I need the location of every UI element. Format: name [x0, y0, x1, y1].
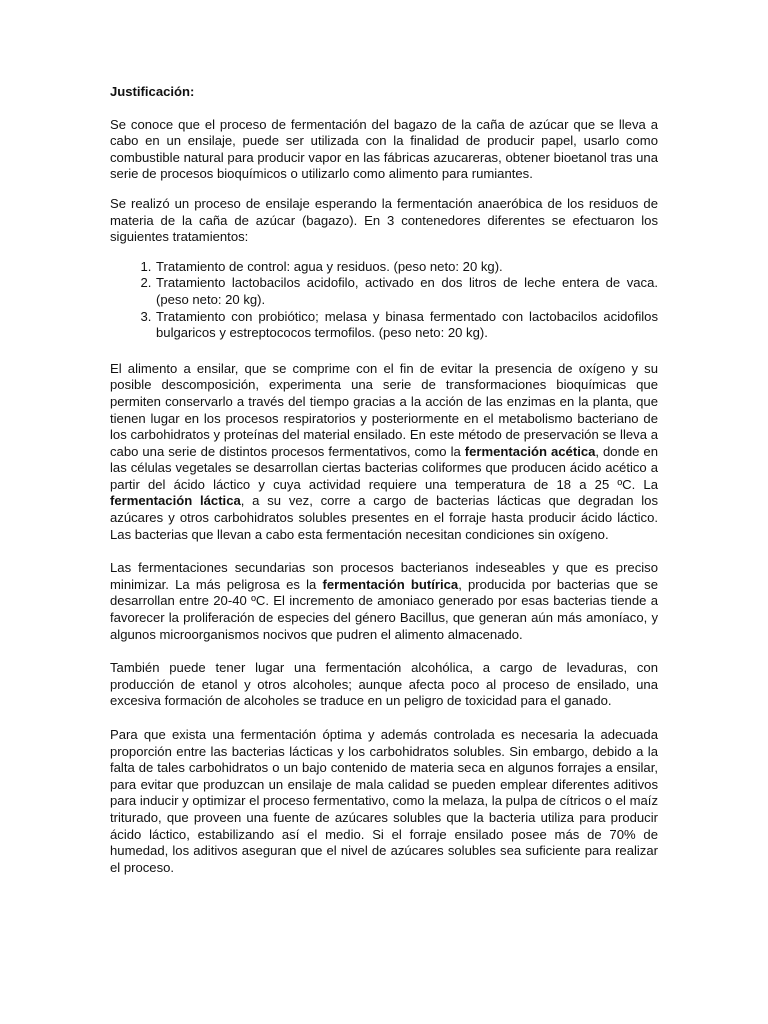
paragraph-intro: Se conoce que el proceso de fermentación del bagazo de la caña de azúcar que se lleva a cabo en un ensilaje, puede ser utilizada con la finalidad de producir papel, usarlo como combustible natural para producir vapor en las fábricas azucareras, obtener bioetanol tras una serie de procesos bioquímicos o utilizarlo como alimento para rumiantes.: [110, 116, 658, 182]
treatment-item: 1. Tratamiento de control: agua y residuos. (peso neto: 20 kg).: [155, 259, 658, 276]
text-span: , donde en las células vegetales se desarrollan ciertas bacterias coliformes que producen ácido acético a partir del ácido láctico y cuya actividad requiere una temperatura de 18 a 25 ºC. La: [110, 443, 658, 492]
document-page: [110, 84, 658, 889]
text-span: Las fermentaciones secundarias son procesos bacterianos indeseables y que es preciso minimizar. La más peligrosa es la: [110, 560, 658, 592]
text-span: El alimento a ensilar, que se comprime con el fin de evitar la presencia de oxígeno y su posible descomposición, experimenta una serie de transformaciones bioquímicas que permiten conservarlo a través del tiempo gracias a la acción de las enzimas en la planta, que tienen lugar en los procesos respiratorios y posteriormente en el metabolismo bacteriano de los carbohidratos y proteínas del material ensilado. En este método de preservación se lleva a cabo una serie de distintos procesos fermentativos, como la: [110, 360, 658, 459]
text-span: , a su vez, corre a cargo de bacterias lácticas que degradan los azúcares y otros carbohidratos solubles presentes en el forraje hasta producir ácido láctico. Las bacterias que llevan a cabo esta fermentación necesitan condiciones sin oxígeno.: [110, 493, 658, 542]
paragraph-alcoholica: También puede tener lugar una fermentación alcohólica, a cargo de levaduras, con producción de etanol y otros alcoholes; aunque afecta poco al proceso de ensilado, una excesiva formación de alcoholes se traduce en un peligro de toxicidad para el ganado.: [110, 660, 658, 709]
bold-term-butirica: fermentación butírica: [322, 576, 459, 592]
text-span: , producida por bacterias que se desarrollan entre 20-40 ºC. El incremento de amoniaco generado por esas bacterias tiende a favorecer la proliferación de especies del género Bacillus, que generan aún más amoníaco, y algunos microorganismos nocivos que pudren el alimento almacenado.: [110, 576, 658, 642]
paragraph-aditivos: Para que exista una fermentación óptima y además controlada es necesaria la adecuada proporción entre las bacterias lácticas y los carbohidratos solubles. Sin embargo, debido a la falta de tales carbohidratos o un bajo contenido de materia seca en algunos forrajes a ensilar, para evitar que produzcan un ensilaje de mala calidad se pueden emplear diferentes aditivos para inducir y optimizar el proceso fermentativo, como la melaza, la pulpa de cítricos o el maíz triturado, que proveen una fuente de azúcares solubles que la bacteria utiliza para producir ácido láctico, estabilizando así el medio. Si el forraje ensilado posee más de 70% de humedad, los aditivos aseguran que el nivel de azúcares solubles sea suficiente para realizar el proceso.: [110, 727, 658, 875]
treatment-item: 3. Tratamiento con probiótico; melasa y binasa fermentado con lactobacilos acidofilos bulgaricos y estreptococos termofilos. (peso neto: 20 kg).: [155, 309, 658, 342]
bold-term-lactica: fermentación láctica: [110, 493, 241, 509]
paragraph-ensilaje: [110, 361, 658, 544]
treatment-item: 2. Tratamiento lactobacilos acidofilo, activado en dos litros de leche entera de vaca. (peso neto: 20 kg).: [155, 275, 658, 308]
section-heading: Justificación:: [110, 84, 195, 99]
paragraph-method: Se realizó un proceso de ensilaje esperando la fermentación anaeróbica de los residuos de materia de la caña de azúcar (bagazo). En 3 contenedores diferentes se efectuaron los siguientes tratamientos:: [110, 195, 658, 245]
paragraph-secundarias: [110, 560, 658, 643]
treatment-list: [110, 259, 658, 342]
bold-term-acetica: fermentación acética: [464, 443, 596, 459]
